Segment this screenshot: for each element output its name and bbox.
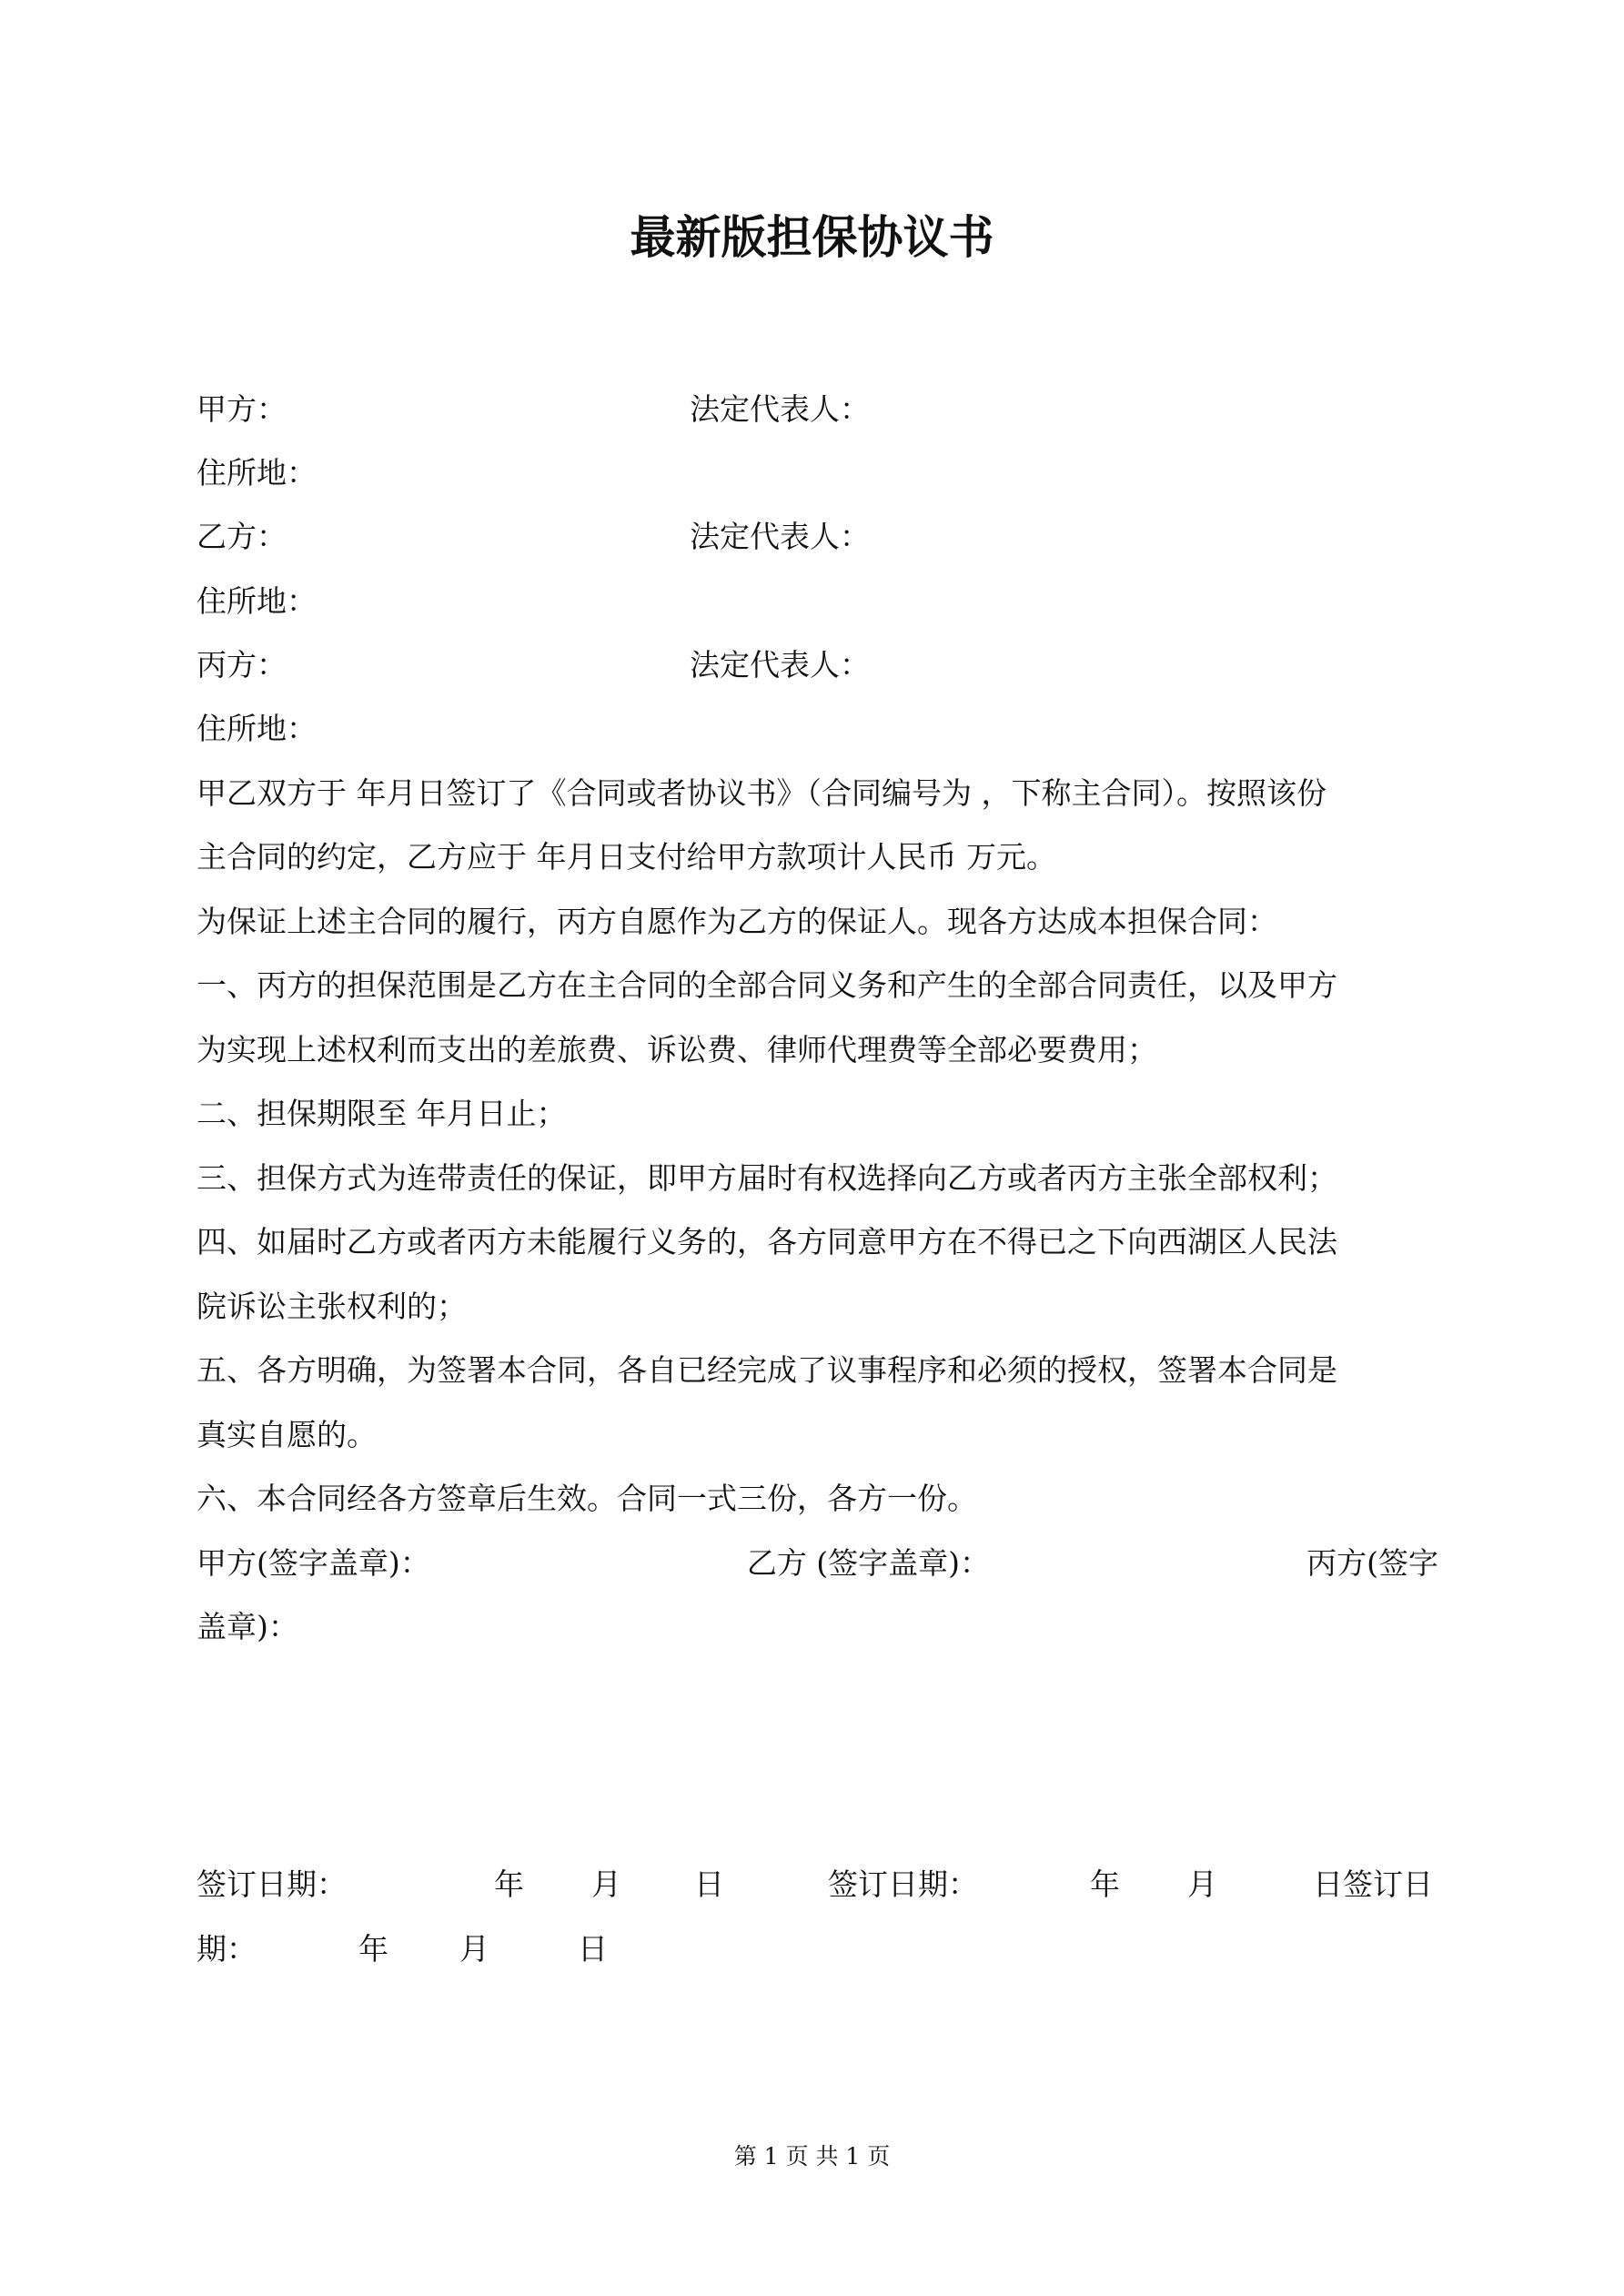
sign-date-year-3: 年 [358, 1931, 388, 1967]
sign-date-day-1: 日 [694, 1866, 724, 1902]
clause-3: 三、担保方式为连带责任的保证，即甲方届时有权选择向乙方或者丙方主张全部权利； [197, 1160, 1337, 1196]
sign-date-day-3: 日 [578, 1931, 608, 1967]
clause-1-line-2: 为实现上述权利而支出的差旅费、诉讼费、律师代理费等全部必要费用； [197, 1032, 1157, 1067]
sign-date-year-2: 年 [1090, 1866, 1120, 1902]
intro-line-1: 甲乙双方于 年月日签订了《合同或者协议书》（合同编号为 ，下称主合同）。按照该份 [197, 775, 1326, 811]
sign-date-label-1: 签订日期： [197, 1866, 347, 1902]
sign-date-label-2: 签订日期： [828, 1866, 978, 1902]
sign-date-label-3-cont: 期： [197, 1931, 257, 1967]
party-c-label: 丙方： [197, 647, 287, 683]
intro-line-3: 为保证上述主合同的履行，丙方自愿作为乙方的保证人。现各方达成本担保合同： [197, 904, 1277, 939]
party-b-representative: 法定代表人： [690, 519, 870, 554]
page-title: 最新版担保协议书 [630, 210, 994, 264]
clause-4-line-2: 院诉讼主张权利的； [197, 1289, 467, 1324]
party-c-signature: 丙方(签字 [1306, 1545, 1438, 1581]
clause-1-line-1: 一、丙方的担保范围是乙方在主合同的全部合同义务和产生的全部合同责任，以及甲方 [197, 967, 1337, 1003]
signature-row [197, 1541, 1438, 1586]
party-b-address: 住所地： [197, 583, 317, 619]
party-a-label: 甲方： [197, 391, 287, 427]
clause-5-line-1: 五、各方明确，为签署本合同，各自已经完成了议事程序和必须的授权，签署本合同是 [197, 1352, 1337, 1388]
sign-date-month-3: 月 [459, 1931, 489, 1967]
sign-date-year-1: 年 [494, 1866, 524, 1902]
party-a-address: 住所地： [197, 455, 317, 491]
intro-line-2: 主合同的约定，乙方应于 年月日支付给甲方款项计人民币 万元。 [197, 839, 1056, 875]
sign-date-month-2: 月 [1187, 1866, 1217, 1902]
party-c-representative: 法定代表人： [690, 647, 870, 683]
party-b-signature: 乙方 (签字盖章)： [746, 1545, 991, 1581]
party-a-signature: 甲方(签字盖章)： [197, 1545, 430, 1581]
sign-date-day-and-label-3: 日签订日 [1313, 1866, 1433, 1902]
sign-date-month-1: 月 [591, 1866, 621, 1902]
clause-5-line-2: 真实自愿的。 [197, 1417, 377, 1452]
page-number-footer: 第 1 页 共 1 页 [733, 2143, 891, 2170]
party-c-address: 住所地： [197, 711, 317, 746]
clause-6: 六、本合同经各方签章后生效。合同一式三份，各方一份。 [197, 1481, 977, 1516]
clause-4-line-1: 四、如届时乙方或者丙方未能履行义务的，各方同意甲方在不得已之下向西湖区人民法 [197, 1224, 1337, 1259]
party-c-signature-cont: 盖章)： [197, 1609, 298, 1644]
party-a-representative: 法定代表人： [690, 391, 870, 427]
clause-2: 二、担保期限至 年月日止； [197, 1096, 567, 1131]
party-b-label: 乙方： [197, 519, 287, 554]
